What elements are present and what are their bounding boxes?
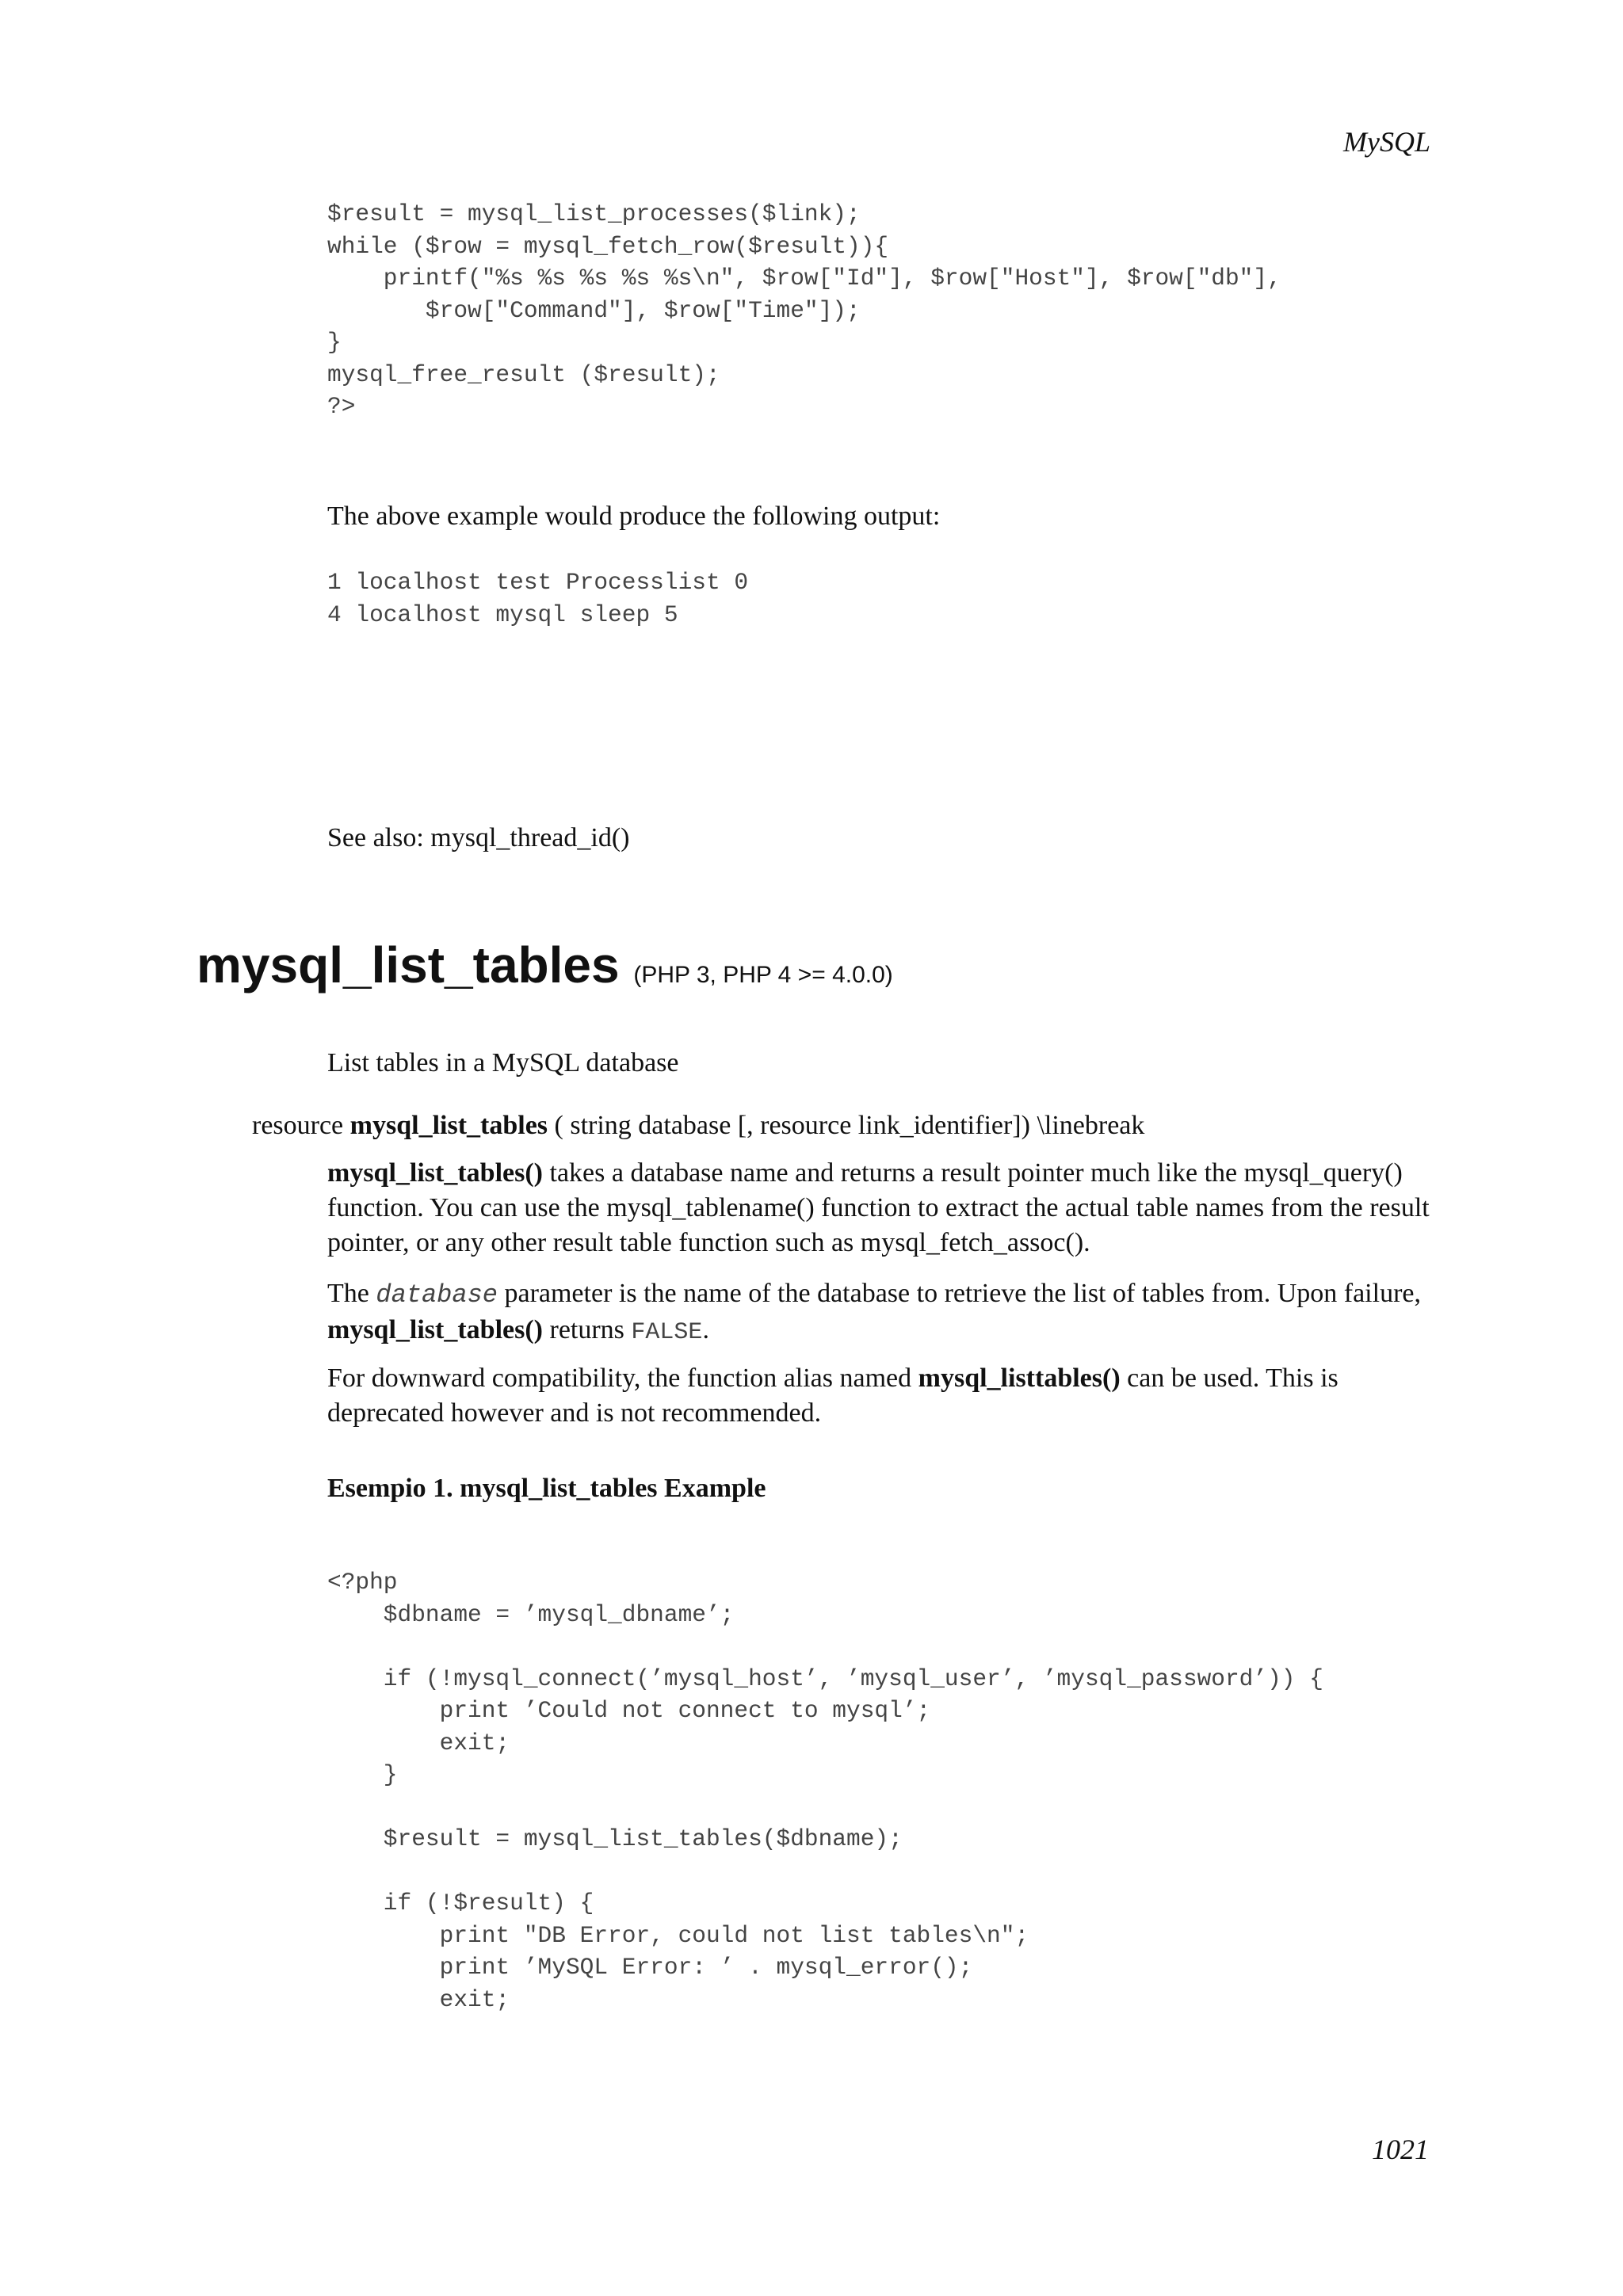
description-2-param: database [376, 1280, 498, 1310]
description-2-text-a: The [327, 1279, 376, 1308]
description-2-text-d: . [702, 1315, 709, 1344]
description-paragraph-3 [327, 1361, 1437, 1431]
description-2-function: mysql_list_tables() [327, 1315, 543, 1344]
description-1-function: mysql_list_tables() [327, 1158, 543, 1188]
output-intro-text: The above example would produce the following output: [327, 502, 941, 531]
running-header: MySQL [1343, 126, 1430, 158]
function-heading-name: mysql_list_tables [197, 936, 620, 994]
description-2-text-c: returns [543, 1315, 632, 1344]
example-title: Esempio 1. mysql_list_tables Example [327, 1474, 766, 1503]
synopsis-function-name: mysql_list_tables [349, 1111, 548, 1140]
description-paragraph-1 [327, 1156, 1437, 1261]
code-block-output: 1 localhost test Processlist 0 4 localhost mysql sleep 5 [327, 569, 749, 628]
description-3-function: mysql_listtables() [918, 1363, 1121, 1393]
function-heading [197, 933, 893, 1007]
description-3-text-a: For downward compatibility, the function alias named [327, 1363, 918, 1393]
description-2-false-literal: FALSE [631, 1319, 703, 1346]
description-3-text-b: can be used. This is deprecated however and is not recommended. [327, 1363, 1338, 1428]
page-number: 1021 [1372, 2134, 1429, 2165]
synopsis-return-type: resource [252, 1111, 344, 1140]
code-block-example: <?php $dbname = ’mysql_dbname’; if (!mysql_connect(’mysql_host’, ’mysql_user’, ’mysql_password’)) { print ’Could not connect to mysql’; exit; } $result = mysql_list_tables($dbname); if (!$result) { print "DB Error, could not list tables\n"; print ’MySQL Error: ’ . mysql_error(); exit; [327, 1569, 1323, 2013]
function-heading-versions: (PHP 3, PHP 4 >= 4.0.0) [633, 962, 893, 988]
code-block-processes: $result = mysql_list_processes($link); while ($row = mysql_fetch_row($result)){ printf("%s %s %s %s %s\n", $row["Id"], $row["Host"], $row["db"], $row["Command"], $row["Time"]); } mysql_free_result ($result); ?> [327, 200, 1281, 420]
see-also-text: See also: mysql_thread_id() [327, 823, 630, 852]
synopsis-params: ( string database [, resource link_identifier]) \linebreak [554, 1111, 1145, 1140]
description-paragraph-2 [327, 1276, 1437, 1350]
description-2-text-b: parameter is the name of the database to retrieve the list of tables from. Upon failure, [497, 1279, 1421, 1308]
function-synopsis [252, 1108, 1144, 1143]
function-purpose: List tables in a MySQL database [327, 1048, 679, 1077]
description-1-text: takes a database name and returns a result pointer much like the mysql_query() function. You can use the mysql_tablename() function to extract the actual table names from the result pointer, or any other result table function such as mysql_fetch_assoc(). [327, 1158, 1430, 1257]
